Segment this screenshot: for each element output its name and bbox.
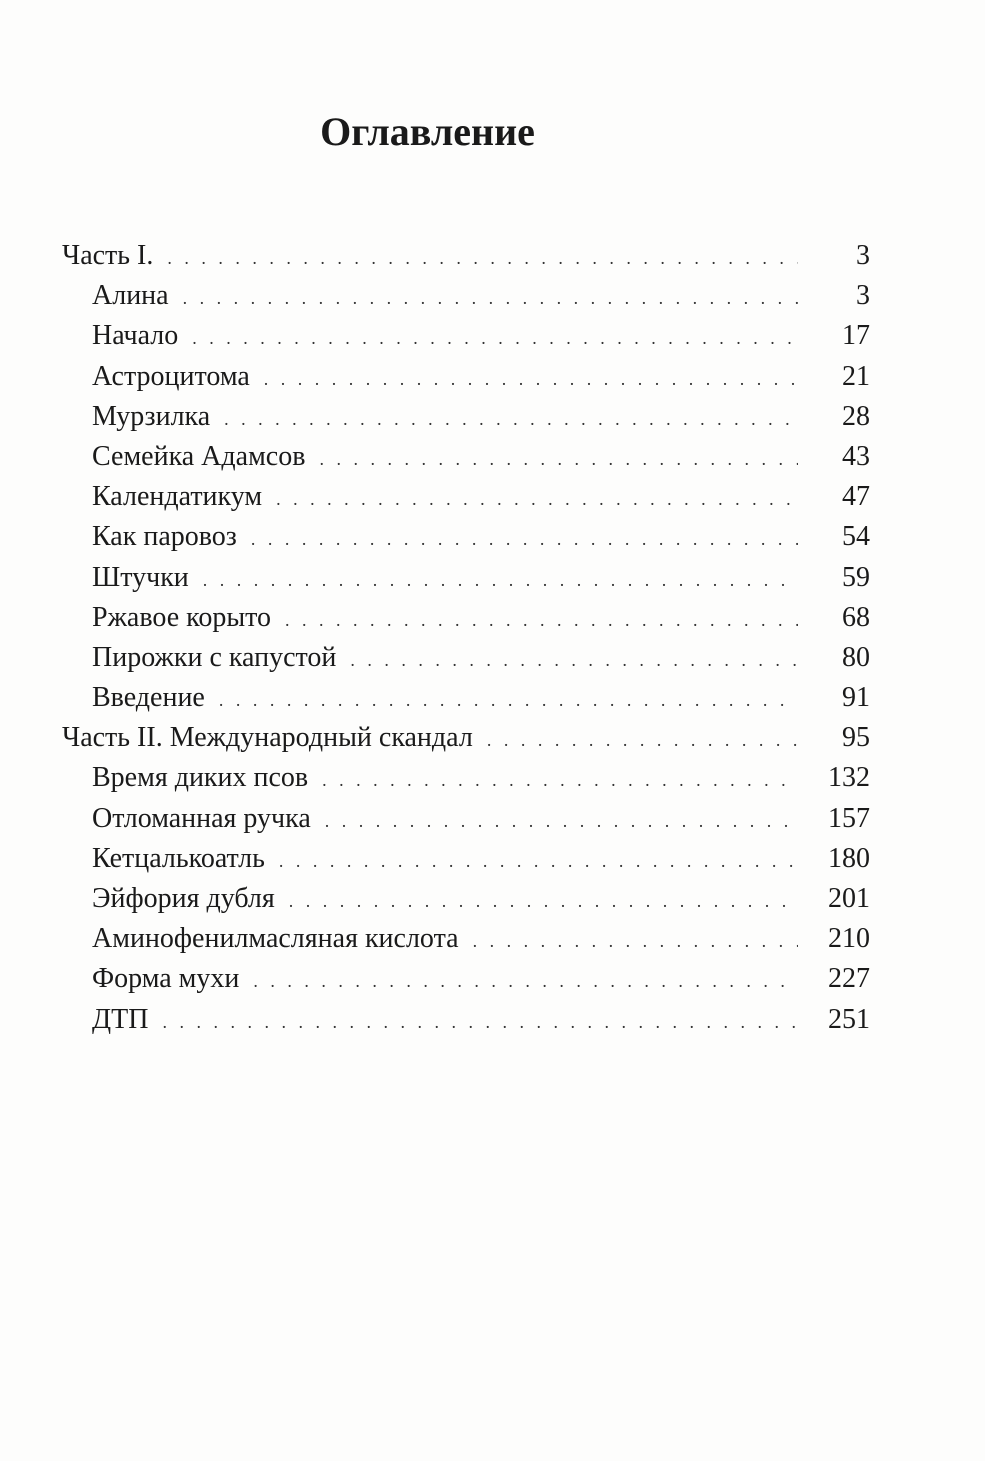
leader-dots <box>473 931 798 952</box>
toc-entry <box>62 883 870 923</box>
toc-entry-page: 3 <box>856 280 870 312</box>
toc-entry <box>62 682 870 722</box>
leader-dots <box>322 770 798 791</box>
toc-entry-page: 132 <box>828 762 870 794</box>
toc-entry <box>62 602 870 642</box>
toc-entry-page: 227 <box>828 963 870 995</box>
toc-entry-label: Кетцалькоатль <box>92 842 265 874</box>
leader-dots <box>253 971 798 992</box>
toc-entry-label: Штучки <box>92 561 189 593</box>
toc-entry-label: Начало <box>92 320 179 352</box>
toc-entry <box>62 562 870 602</box>
toc-entry-page: 47 <box>842 481 870 513</box>
toc-entry-page: 180 <box>828 842 870 874</box>
leader-dots <box>319 449 798 470</box>
toc-entry-label: Астроцитома <box>92 360 250 392</box>
toc-entry-label: Форма мухи <box>92 963 240 995</box>
page-title: Оглавление <box>320 109 535 154</box>
toc-entry-page: 80 <box>842 641 870 673</box>
leader-dots <box>350 650 798 671</box>
toc-entry <box>62 1004 870 1044</box>
leader-dots <box>183 288 798 309</box>
toc-entry-label: Аминофенилмасляная кислота <box>92 923 459 955</box>
toc-entry-label: Как паровоз <box>92 521 237 553</box>
toc-entry-page: 68 <box>842 601 870 633</box>
toc-entry-label: Календатикум <box>92 481 263 513</box>
leader-dots <box>325 811 798 832</box>
leader-dots <box>167 248 798 269</box>
leader-dots <box>264 369 798 390</box>
toc-entry <box>62 320 870 360</box>
toc-entry-page: 251 <box>828 1003 870 1035</box>
toc-entry <box>62 240 870 280</box>
toc-entry <box>62 280 870 320</box>
toc-entry-label: Ржавое корыто <box>92 601 272 633</box>
toc-entry-page: 54 <box>842 521 870 553</box>
toc-entry-page: 210 <box>828 923 870 955</box>
toc-entry-label: Алина <box>92 280 169 312</box>
toc-entry-label: Отломанная ручка <box>92 802 311 834</box>
toc-entry-page: 201 <box>828 883 870 914</box>
toc-entry-label: Часть I. <box>62 240 154 271</box>
toc-entry-page: 3 <box>856 240 870 271</box>
toc-entry <box>62 401 870 441</box>
leader-dots <box>289 891 798 912</box>
toc-entry <box>62 521 870 561</box>
leader-dots <box>285 610 798 631</box>
toc-entry-label: Семейка Адамсов <box>92 440 306 472</box>
leader-dots <box>203 570 798 591</box>
toc-entry-label: Введение <box>92 682 205 714</box>
toc-entry-page: 28 <box>842 400 870 432</box>
toc-entry <box>62 361 870 401</box>
toc-entry <box>62 762 870 802</box>
leader-dots <box>279 851 798 872</box>
toc-entry-label: Мурзилка <box>92 400 211 432</box>
toc-entry-page: 157 <box>828 802 870 834</box>
toc-entry <box>62 963 870 1003</box>
toc-entry <box>62 803 870 843</box>
toc-entry <box>62 441 870 481</box>
leader-dots <box>219 690 798 711</box>
toc-entry-label: Пирожки с капустой <box>92 641 337 673</box>
leader-dots <box>251 529 798 550</box>
toc-entry <box>62 642 870 682</box>
toc-entry-label: Эйфория дубля <box>92 883 275 914</box>
toc-entry-label: Часть II. Международный скандал <box>62 722 473 754</box>
toc-entry-page: 95 <box>842 722 870 754</box>
toc-entry <box>62 722 870 762</box>
leader-dots <box>487 730 798 751</box>
leader-dots <box>224 409 798 430</box>
toc-entry <box>62 481 870 521</box>
toc-entry <box>62 843 870 883</box>
toc-entry-page: 43 <box>842 440 870 472</box>
table-of-contents <box>62 240 870 1044</box>
toc-entry-page: 17 <box>842 320 870 352</box>
toc-entry-page: 21 <box>842 360 870 392</box>
toc-entry-page: 91 <box>842 682 870 714</box>
toc-entry-label: ДТП <box>92 1003 149 1035</box>
toc-entry <box>62 923 870 963</box>
leader-dots <box>162 1012 798 1033</box>
toc-entry-page: 59 <box>842 561 870 593</box>
toc-entry-label: Время диких псов <box>92 762 309 794</box>
leader-dots <box>276 489 798 510</box>
leader-dots <box>192 328 798 349</box>
